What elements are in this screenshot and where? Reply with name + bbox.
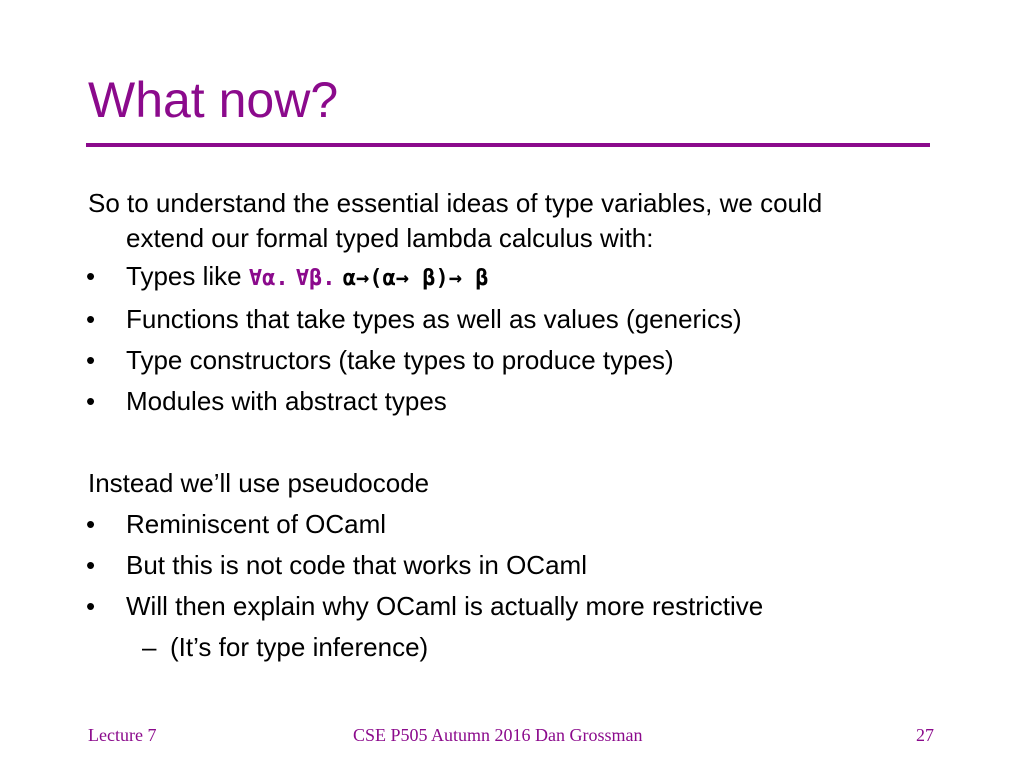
bullet-text: Types like [126,261,249,291]
bullet-modules: Modules with abstract types [126,386,447,416]
bullet-marker: • [86,591,96,621]
sub-bullet-type-inference: (It’s for type inference) [170,632,429,662]
forall-beta: ∀β. [295,266,336,291]
title-rule [86,143,930,147]
bullet-types-like [126,261,489,294]
bullet-marker: • [86,261,96,291]
bullet-explain: Will then explain why OCaml is actually more restrictive [126,591,764,621]
bullet-marker: • [86,509,96,539]
footer-course: CSE P505 Autumn 2016 Dan Grossman [353,725,643,745]
bullet-not-code: But this is not code that works in OCaml [126,550,587,580]
intro-2: Instead we’ll use pseudocode [88,468,430,498]
intro-line-2: extend our formal typed lambda calculus with: [126,223,654,253]
bullet-marker: • [86,304,96,334]
bullet-marker: • [86,345,96,375]
intro-line-1: So to understand the essential ideas of type variables, we could [88,188,823,218]
bullet-marker: • [86,550,96,580]
bullet-functions: Functions that take types as well as values (generics) [126,304,742,334]
type-expression: α→(α→ β)→ β [342,266,489,291]
sub-bullet-marker: – [142,632,157,662]
bullet-reminiscent: Reminiscent of OCaml [126,509,387,539]
bullet-type-constructors: Type constructors (take types to produce types) [126,345,674,375]
slide-title: What now? [88,72,339,128]
bullet-marker: • [86,386,96,416]
footer-lecture: Lecture 7 [88,725,157,745]
footer-page-number: 27 [916,725,934,745]
forall-alpha: ∀α. [248,266,289,291]
